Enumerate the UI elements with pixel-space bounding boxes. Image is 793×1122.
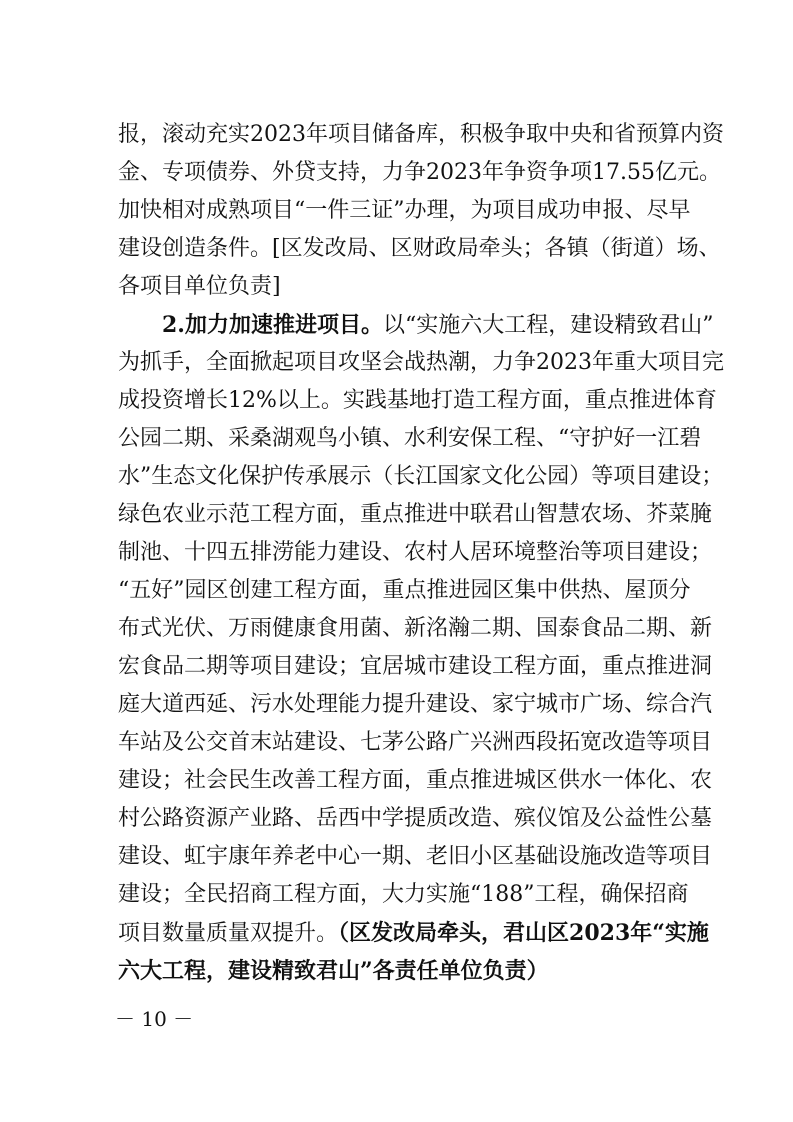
text-line: 宏食品二期等项目建设；宜居城市建设工程方面，重点推进洞: [118, 654, 713, 679]
text-line: “五好”园区创建工程方面，重点推进园区集中供热、屋顶分: [118, 578, 691, 603]
text-line: 绿色农业示范工程方面，重点推进中联君山智慧农场、芥菜腌: [118, 502, 713, 527]
text-line: 布式光伏、万雨健康食用菌、新洺瀚二期、国泰食品二期、新: [118, 616, 713, 641]
text-line: 公园二期、采桑湖观鸟小镇、水利安保工程、“守护好一江碧: [118, 426, 702, 451]
text-line: 各项目单位负责]: [118, 274, 281, 299]
text-line: 报，滚动充实2023年项目储备库，积极争取中央和省预算内资: [118, 122, 724, 147]
text-line: 金、专项债券、外贷支持，力争2023年争资争项17.55亿元。: [118, 160, 721, 185]
text-line: [118, 914, 709, 952]
text-line: 庭大道西延、污水处理能力提升建设、家宁城市广场、综合汽: [118, 692, 713, 717]
responsibility-note: 六大工程，建设精致君山”各责任单位负责）: [118, 958, 549, 984]
text-line: 建设；社会民生改善工程方面，重点推进城区供水一体化、农: [118, 768, 713, 793]
responsibility-note: （区发改局牵头，君山区2023年“实施: [338, 920, 709, 946]
text-line: 建设；全民招商工程方面，大力实施“188”工程，确保招商: [118, 882, 689, 907]
text-line: 为抓手，全面掀起项目攻坚会战热潮，力争2023年重大项目完: [118, 350, 724, 375]
text-line: 加快相对成熟项目“一件三证”办理，为项目成功申报、尽早: [118, 198, 691, 223]
text-line: 水”生态文化保护传承展示（长江国家文化公园）等项目建设；: [118, 464, 724, 489]
paragraph-2-first-line: [118, 306, 714, 344]
text-line: 建设、虹宇康年养老中心一期、老旧小区基础设施改造等项目: [118, 844, 713, 869]
text-segment: 以“实施六大工程，建设精致君山”: [382, 313, 714, 338]
text-line: 村公路资源产业路、岳西中学提质改造、殡仪馆及公益性公墓: [118, 806, 713, 831]
text-line: 制池、十四五排涝能力建设、农村人居环境整治等项目建设；: [118, 540, 713, 565]
body-text: [118, 116, 724, 990]
text-line: 车站及公交首末站建设、七茅公路广兴洲西段拓宽改造等项目: [118, 730, 713, 755]
paragraph-heading: 2.加力加速推进项目。: [162, 312, 383, 338]
text-line: 建设创造条件。[区发改局、区财政局牵头；各镇（街道）场、: [118, 236, 721, 261]
text-segment: 项目数量质量双提升。: [118, 921, 339, 946]
page-number: － 10 －: [115, 1007, 194, 1031]
text-line: 成投资增长12%以上。实践基地打造工程方面，重点推进体育: [118, 388, 717, 413]
